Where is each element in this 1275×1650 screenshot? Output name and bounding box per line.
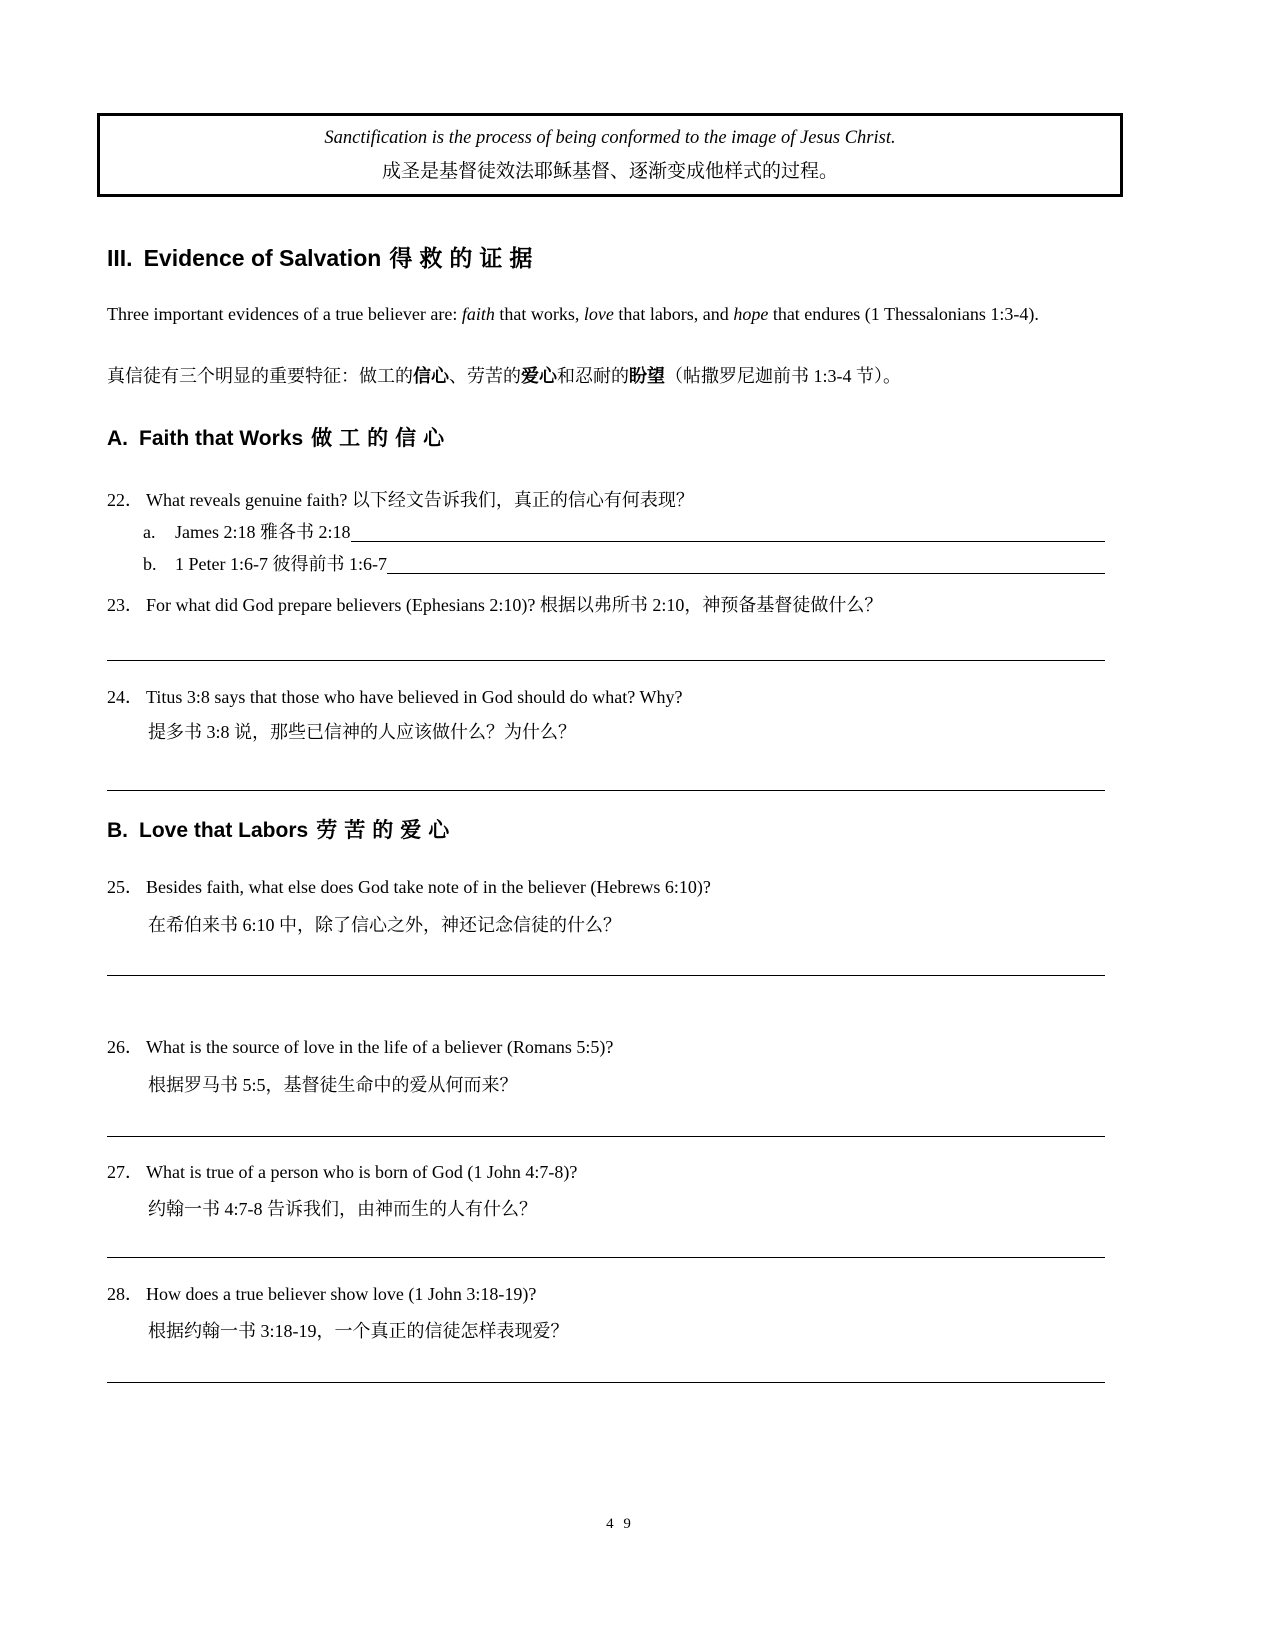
question-25-chinese: 在希伯来书 6:10 中，除了信心之外，神还记念信徒的什么？: [148, 915, 621, 935]
intro-zh-text: 和忍耐的: [557, 366, 629, 386]
section-b-heading: [107, 814, 456, 844]
section-title-english: Evidence of Salvation: [143, 245, 382, 271]
question-24: [107, 684, 1107, 710]
item-label: a.: [143, 522, 156, 542]
intro-italic-love: love: [583, 304, 614, 324]
question-28-chinese: 根据约翰一书 3:18-19，一个真正的信徒怎样表现爱？: [148, 1321, 569, 1341]
question-text: For what did God prepare believers (Ephesians 2:10)? 根据以弗所书 2:10，神预备基督徒做什么？: [146, 595, 883, 615]
question-number: 26．: [107, 1037, 143, 1057]
section-title-chinese: 得救的证据: [389, 246, 540, 271]
intro-italic-hope: hope: [733, 304, 769, 324]
question-text: What is the source of love in the life of a believer (Romans 5:5)?: [146, 1037, 614, 1057]
question-22-item-a: [143, 519, 1105, 545]
section-iii-heading: [107, 240, 539, 273]
question-number: 27．: [107, 1162, 143, 1182]
answer-line: [107, 955, 1105, 976]
answer-line: [107, 1362, 1105, 1383]
question-25: [107, 874, 1107, 900]
page-number: 4 9: [606, 1516, 634, 1532]
question-text: How does a true believer show love (1 John 3:18-19)?: [146, 1284, 537, 1304]
section-number: III.: [107, 245, 133, 271]
section-title-english: Faith that Works: [139, 427, 304, 450]
section-number: B.: [107, 819, 128, 842]
question-26-chinese: 根据罗马书 5:5，基督徒生命中的爱从何而来？: [148, 1075, 518, 1095]
question-text: Titus 3:8 says that those who have believed in God should do what? Why?: [146, 687, 683, 707]
section-number: A.: [107, 427, 128, 450]
section-intro-english: [107, 301, 1112, 328]
section-a-heading: [107, 422, 451, 452]
question-22-item-b: [143, 551, 1105, 577]
question-27-chinese: 约翰一书 4:7-8 告诉我们，由神而生的人有什么？: [148, 1199, 537, 1219]
quote-chinese: 成圣是基督徒效法耶稣基督、逐渐变成他样式的过程。: [381, 161, 838, 182]
answer-line: [107, 1237, 1105, 1258]
intro-text: that labors, and: [613, 304, 734, 324]
question-number: 22．: [107, 490, 143, 510]
answer-line: [107, 1116, 1105, 1137]
question-number: 28．: [107, 1284, 143, 1304]
intro-zh-text: （帖撒罗尼迦前书 1:3-4 节）。: [665, 366, 901, 386]
intro-zh-bold-hope: 盼望: [629, 366, 665, 386]
sanctification-quote-box: [97, 113, 1123, 197]
answer-line: [387, 573, 1105, 574]
answer-line: [107, 770, 1105, 791]
section-title-chinese: 做工的信心: [311, 426, 452, 450]
intro-italic-faith: faith: [461, 304, 495, 324]
section-title-english: Love that Labors: [139, 819, 309, 842]
intro-text: that works,: [494, 304, 584, 324]
intro-zh-bold-faith: 信心: [413, 366, 449, 386]
item-text: James 2:18 雅各书 2:18: [175, 522, 351, 542]
item-label: b.: [143, 554, 157, 574]
intro-zh-text: 真信徒有三个明显的重要特征：做工的: [107, 366, 413, 386]
question-26: [107, 1034, 1107, 1060]
intro-text: that endures (1 Thessalonians 1:3-4).: [768, 304, 1039, 324]
section-intro-chinese: [107, 363, 1112, 390]
answer-line: [351, 541, 1106, 542]
question-text: Besides faith, what else does God take note of in the believer (Hebrews 6:10)?: [146, 877, 711, 897]
question-22: [107, 487, 1107, 513]
intro-zh-bold-love: 爱心: [521, 366, 557, 386]
question-24-chinese: 提多书 3:8 说，那些已信神的人应该做什么？为什么？: [148, 722, 576, 742]
question-number: 23．: [107, 595, 143, 615]
question-27: [107, 1159, 1107, 1185]
question-number: 25．: [107, 877, 143, 897]
intro-text: Three important evidences of a true believer are:: [107, 304, 462, 324]
question-text: What is true of a person who is born of God (1 John 4:7-8)?: [146, 1162, 578, 1182]
intro-zh-text: 、劳苦的: [449, 366, 521, 386]
answer-line: [107, 640, 1105, 661]
question-23: [107, 592, 1107, 618]
question-28: [107, 1281, 1107, 1307]
question-text: What reveals genuine faith? 以下经文告诉我们，真正的信心有何表现？: [146, 490, 694, 510]
section-title-chinese: 劳苦的爱心: [316, 818, 457, 842]
item-text: 1 Peter 1:6-7 彼得前书 1:6-7: [175, 554, 387, 574]
question-number: 24．: [107, 687, 143, 707]
quote-english: Sanctification is the process of being conformed to the image of Jesus Christ.: [324, 128, 896, 148]
